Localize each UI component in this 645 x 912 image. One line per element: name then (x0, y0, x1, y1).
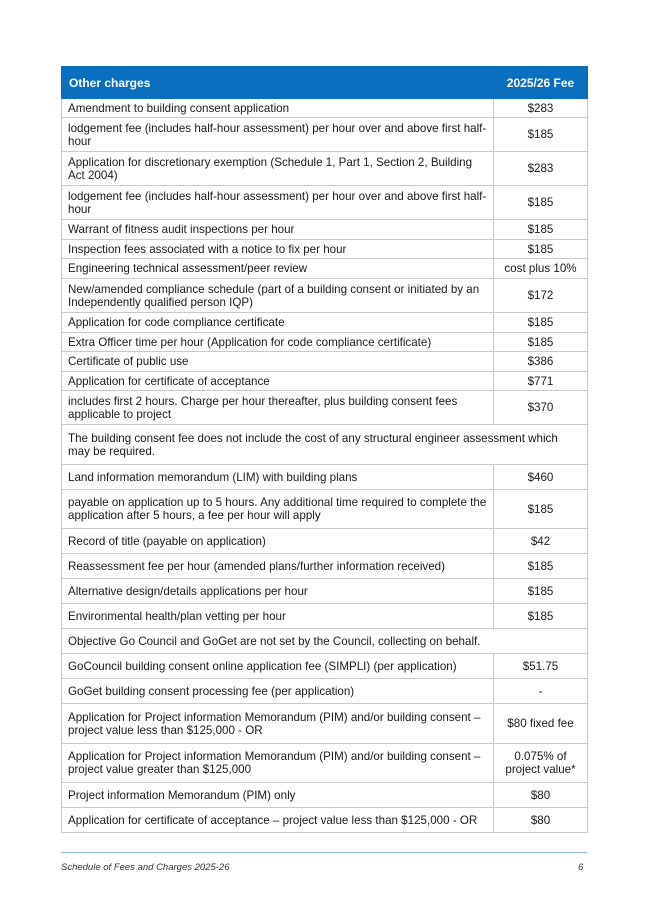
charge-description: GoGet building consent processing fee (per application) (62, 679, 494, 704)
table-row (62, 279, 588, 313)
table-row (62, 391, 588, 425)
charge-description: Application for code compliance certificate (62, 313, 494, 333)
charge-fee: $185 (494, 313, 588, 333)
charge-fee: $185 (494, 220, 588, 240)
charge-description: Environmental health/plan vetting per hour (62, 604, 494, 629)
table-row (62, 744, 588, 783)
charge-description: Record of title (payable on application) (62, 529, 494, 554)
header-fee: 2025/26 Fee (494, 67, 588, 99)
table-row (62, 704, 588, 744)
table-header-row (62, 67, 588, 99)
charge-description: Inspection fees associated with a notice to fix per hour (62, 240, 494, 259)
table-row (62, 240, 588, 259)
charge-description: Application for discretionary exemption (Schedule 1, Part 1, Section 2, Building Act 2004) (62, 152, 494, 186)
charge-fee: $185 (494, 490, 588, 529)
table-row (62, 783, 588, 808)
charge-fee: $185 (494, 240, 588, 259)
header-other-charges: Other charges (62, 67, 494, 99)
charge-fee: - (494, 679, 588, 704)
charge-fee: $386 (494, 352, 588, 372)
table-row (62, 579, 588, 604)
footer-document-title: Schedule of Fees and Charges 2025-26 (61, 862, 230, 873)
charge-fee: $283 (494, 99, 588, 118)
charge-description: Project information Memorandum (PIM) only (62, 783, 494, 808)
charge-fee: $185 (494, 118, 588, 152)
charge-description: includes first 2 hours. Charge per hour thereafter, plus building consent fees applicable to project (62, 391, 494, 425)
table-row (62, 99, 588, 118)
table-row (62, 490, 588, 529)
charge-description: Extra Officer time per hour (Application for code compliance certificate) (62, 333, 494, 352)
charge-description: lodgement fee (includes half-hour assessment) per hour over and above first half-hour (62, 118, 494, 152)
charge-description: Application for certificate of acceptance – project value less than $125,000 - OR (62, 808, 494, 833)
note-text: The building consent fee does not include the cost of any structural engineer assessment which may be required. (62, 425, 588, 465)
table-row (62, 118, 588, 152)
table-row (62, 186, 588, 220)
charge-fee: $51.75 (494, 654, 588, 679)
charge-fee: $283 (494, 152, 588, 186)
fees-table (61, 66, 588, 833)
table-row (62, 259, 588, 279)
footer-divider (61, 852, 587, 853)
charge-fee: $80 (494, 783, 588, 808)
table-row (62, 333, 588, 352)
charge-fee: $460 (494, 465, 588, 490)
charge-fee: $185 (494, 579, 588, 604)
table-row (62, 372, 588, 391)
charge-description: Certificate of public use (62, 352, 494, 372)
charge-description: lodgement fee (includes half-hour assessment) per hour over and above first half-hour (62, 186, 494, 220)
charge-fee: 0.075% of project value* (494, 744, 588, 783)
charge-fee: $80 fixed fee (494, 704, 588, 744)
charge-fee: $370 (494, 391, 588, 425)
charge-fee: $185 (494, 554, 588, 579)
charge-description: Application for certificate of acceptance (62, 372, 494, 391)
charge-description: Engineering technical assessment/peer review (62, 259, 494, 279)
charge-description: Alternative design/details applications per hour (62, 579, 494, 604)
table-row (62, 654, 588, 679)
footer-page-number: 6 (578, 862, 584, 873)
charge-fee: $80 (494, 808, 588, 833)
table-row (62, 554, 588, 579)
fees-table-body (62, 99, 588, 833)
charge-description: payable on application up to 5 hours. Any additional time required to complete the application after 5 hours, a fee per hour will apply (62, 490, 494, 529)
table-row (62, 152, 588, 186)
charge-description: Application for Project information Memorandum (PIM) and/or building consent – project value less than $125,000 - OR (62, 704, 494, 744)
charge-fee: $185 (494, 333, 588, 352)
charge-fee: $185 (494, 604, 588, 629)
table-row (62, 604, 588, 629)
charge-description: New/amended compliance schedule (part of a building consent or initiated by an Independently qualified person IQP) (62, 279, 494, 313)
charge-fee: cost plus 10% (494, 259, 588, 279)
table-row (62, 220, 588, 240)
note-row (62, 425, 588, 465)
table-row (62, 529, 588, 554)
table-row (62, 465, 588, 490)
charge-description: Amendment to building consent application (62, 99, 494, 118)
charge-fee: $172 (494, 279, 588, 313)
note-row (62, 629, 588, 654)
charge-description: Reassessment fee per hour (amended plans/further information received) (62, 554, 494, 579)
table-row (62, 679, 588, 704)
charge-description: Application for Project information Memorandum (PIM) and/or building consent – project value greater than $125,000 (62, 744, 494, 783)
table-row (62, 313, 588, 333)
charge-description: Warrant of fitness audit inspections per hour (62, 220, 494, 240)
table-row (62, 352, 588, 372)
charge-description: GoCouncil building consent online application fee (SIMPLI) (per application) (62, 654, 494, 679)
table-row (62, 808, 588, 833)
charge-fee: $42 (494, 529, 588, 554)
charge-description: Land information memorandum (LIM) with building plans (62, 465, 494, 490)
charge-fee: $185 (494, 186, 588, 220)
charge-fee: $771 (494, 372, 588, 391)
note-text: Objective Go Council and GoGet are not set by the Council, collecting on behalf. (62, 629, 588, 654)
